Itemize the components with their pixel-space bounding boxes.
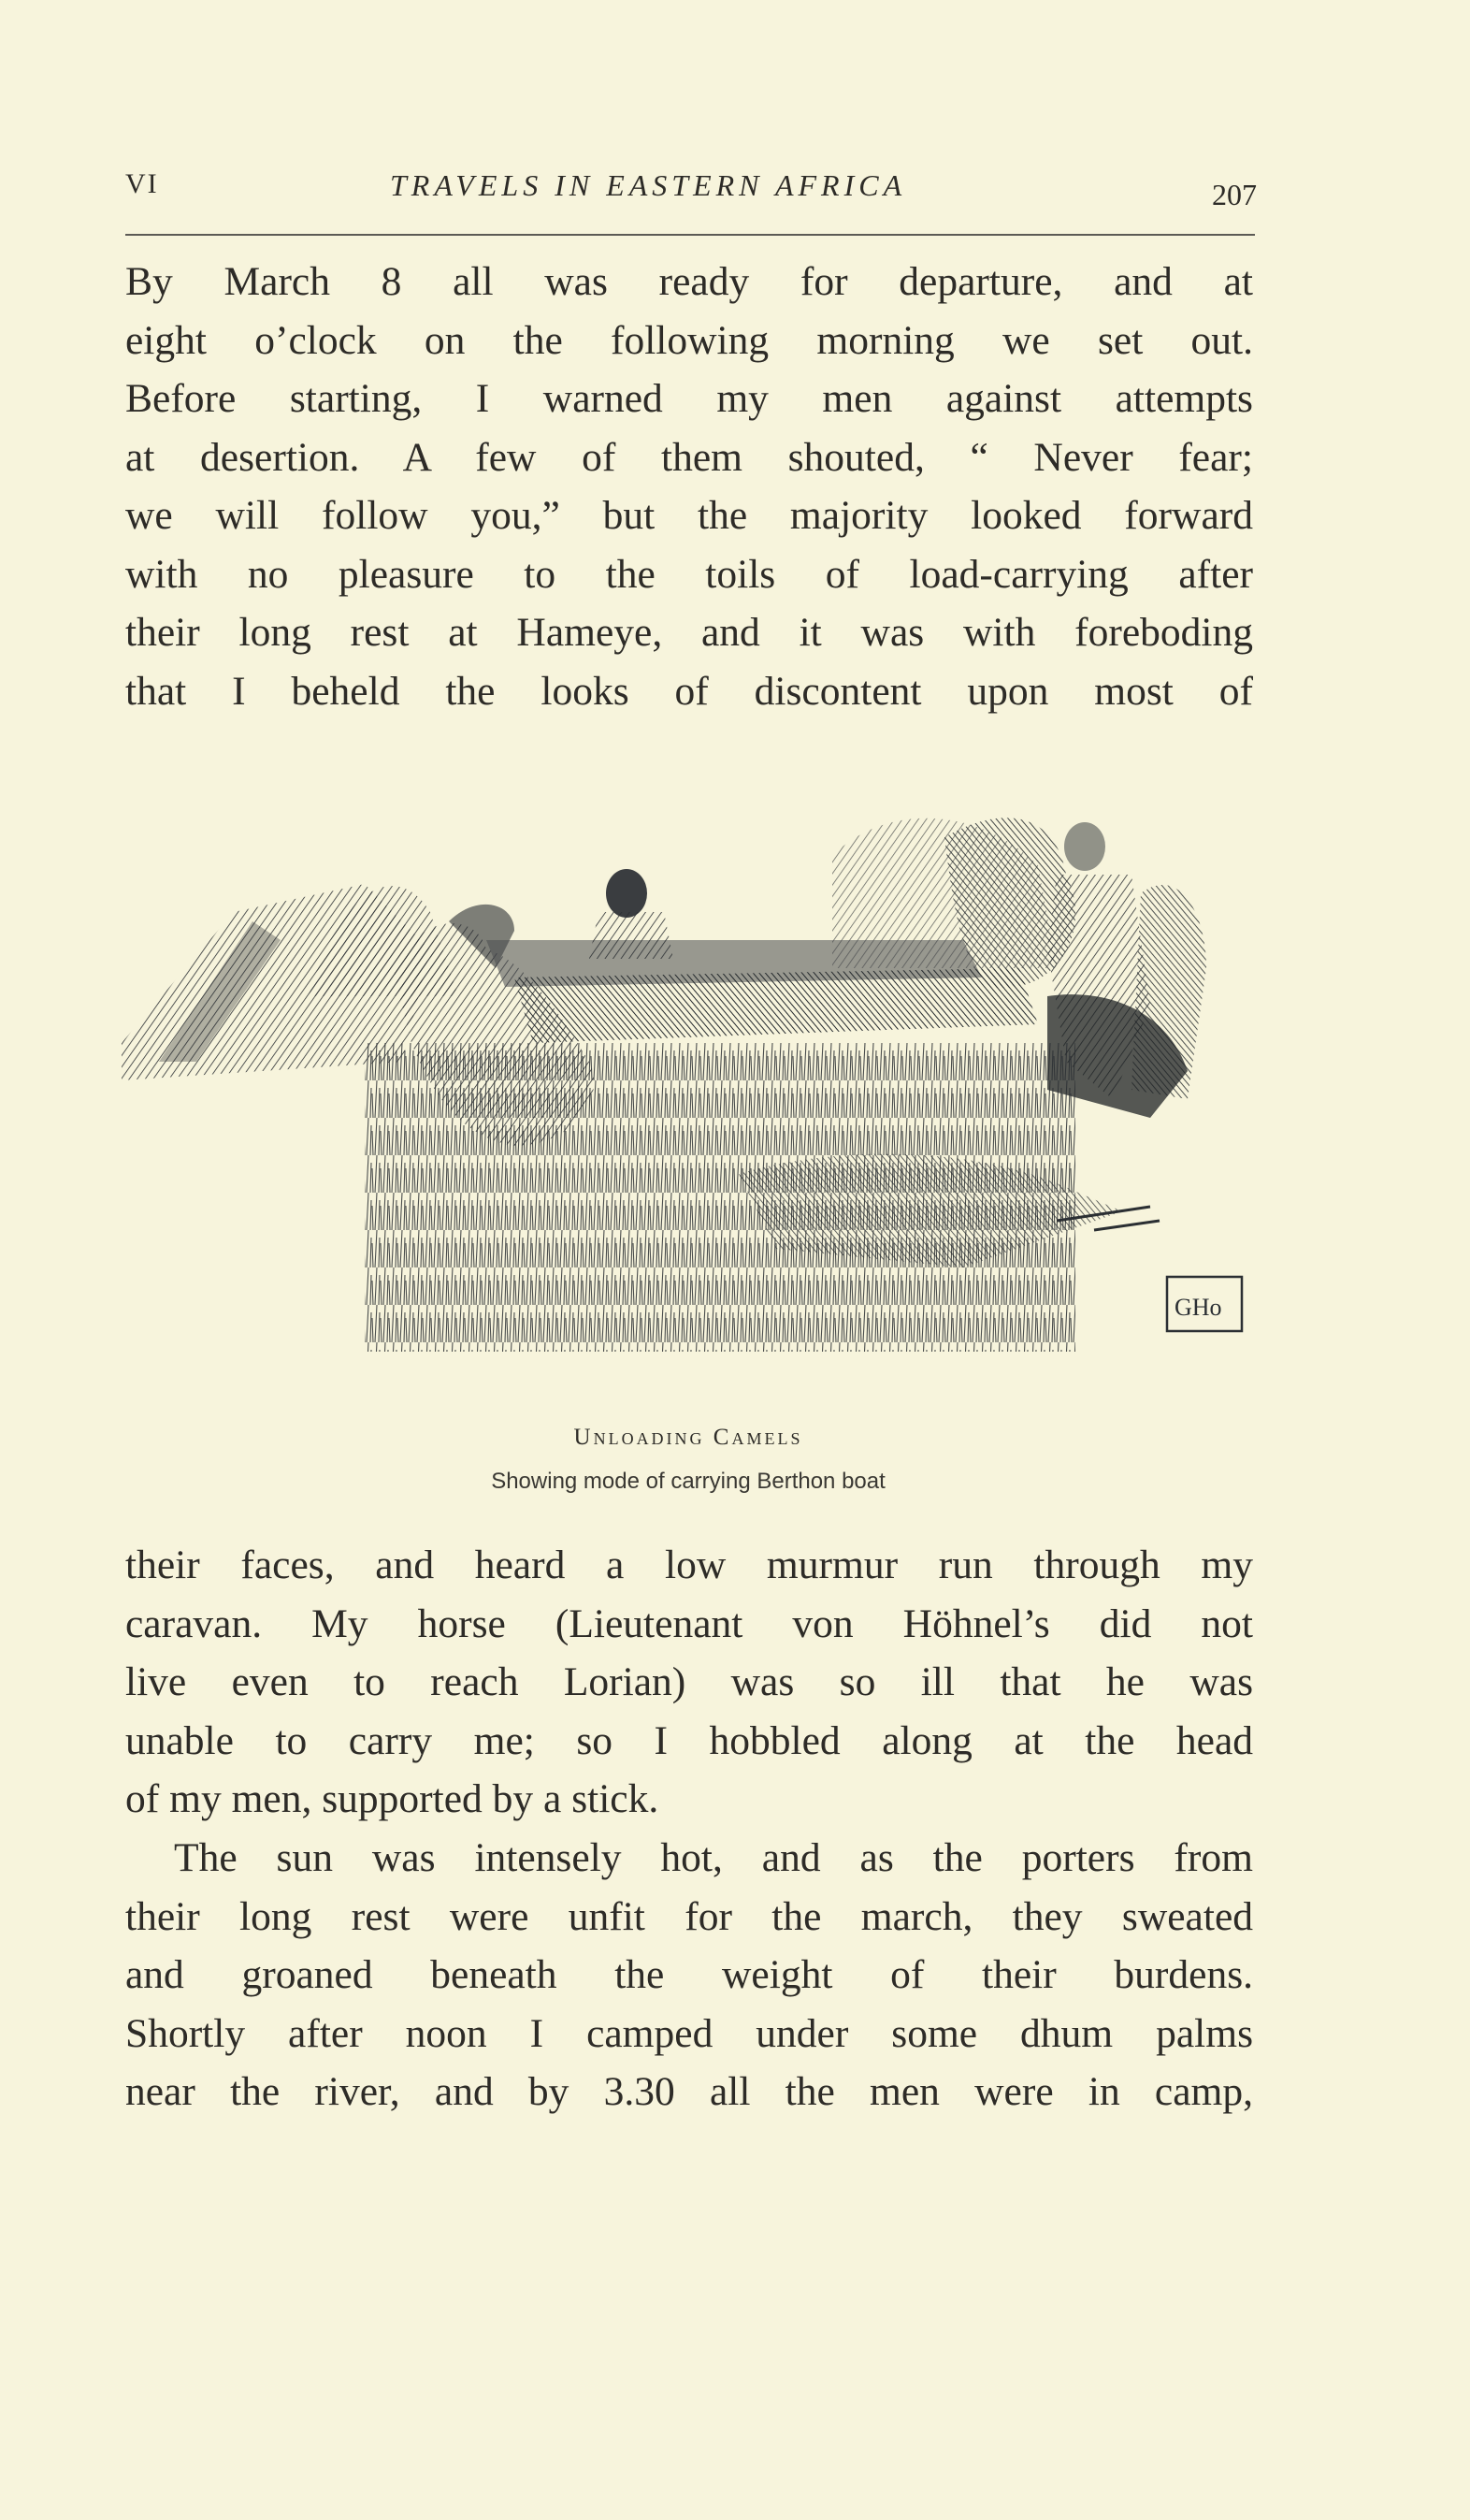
standing-man: [1064, 822, 1105, 871]
figure-caption-title: Unloading Camels: [573, 1425, 803, 1450]
boat-load: [514, 968, 1038, 1043]
text-line: of my men, supported by a stick.: [125, 1776, 659, 1821]
paragraph-2: [125, 1536, 1253, 1829]
illustration-unloading-camels: [122, 781, 1261, 1408]
text-line: Before starting, I warned my men against attempts: [125, 376, 1253, 421]
header-rule: [125, 234, 1255, 236]
running-title: TRAVELS IN EASTERN AFRICA: [390, 168, 907, 202]
text-line: that I beheld the looks of discontent upon most of: [125, 668, 1253, 714]
figure-caption-subtitle: Showing mode of carrying Berthon boat: [491, 1469, 886, 1494]
running-header: [125, 161, 1257, 217]
text-line: eight o’clock on the following morning we set out.: [125, 317, 1253, 363]
artist-monogram: [1167, 1277, 1242, 1331]
text-line: their faces, and heard a low murmur run through my: [125, 1542, 1253, 1587]
text-line: with no pleasure to the toils of load-carrying after: [125, 551, 1253, 597]
text-line: their long rest at Hameye, and it was with foreboding: [125, 610, 1253, 655]
porter-figure: [606, 869, 647, 918]
text-line: at desertion. A few of them shouted, “ Never fear;: [125, 434, 1253, 480]
paragraph-1: [125, 253, 1253, 720]
artist-signature: GHo: [1175, 1294, 1222, 1321]
text-line: we will follow you,” but the majority looked forward: [125, 493, 1253, 538]
text-line: unable to carry me; so I hobbled along at the head: [125, 1717, 1253, 1763]
text-line: their long rest were unfit for the march, they sweated: [125, 1893, 1253, 1939]
text-line: and groaned beneath the weight of their burdens.: [125, 1952, 1253, 1997]
page-number: 207: [1212, 178, 1257, 211]
paragraph-3: [125, 1829, 1253, 2122]
text-line: near the river, and by 3.30 all the men were in camp,: [125, 2069, 1253, 2114]
text-line: Shortly after noon I camped under some dhum palms: [125, 2010, 1253, 2056]
text-line: The sun was intensely hot, and as the porters from: [174, 1835, 1253, 1880]
chapter-number: VI: [125, 168, 159, 199]
text-line: By March 8 all was ready for departure, and at: [125, 259, 1253, 304]
text-line: caravan. My horse (Lieutenant von Höhnel’s did not: [125, 1600, 1253, 1646]
text-line: live even to reach Lorian) was so ill that he was: [125, 1659, 1253, 1704]
